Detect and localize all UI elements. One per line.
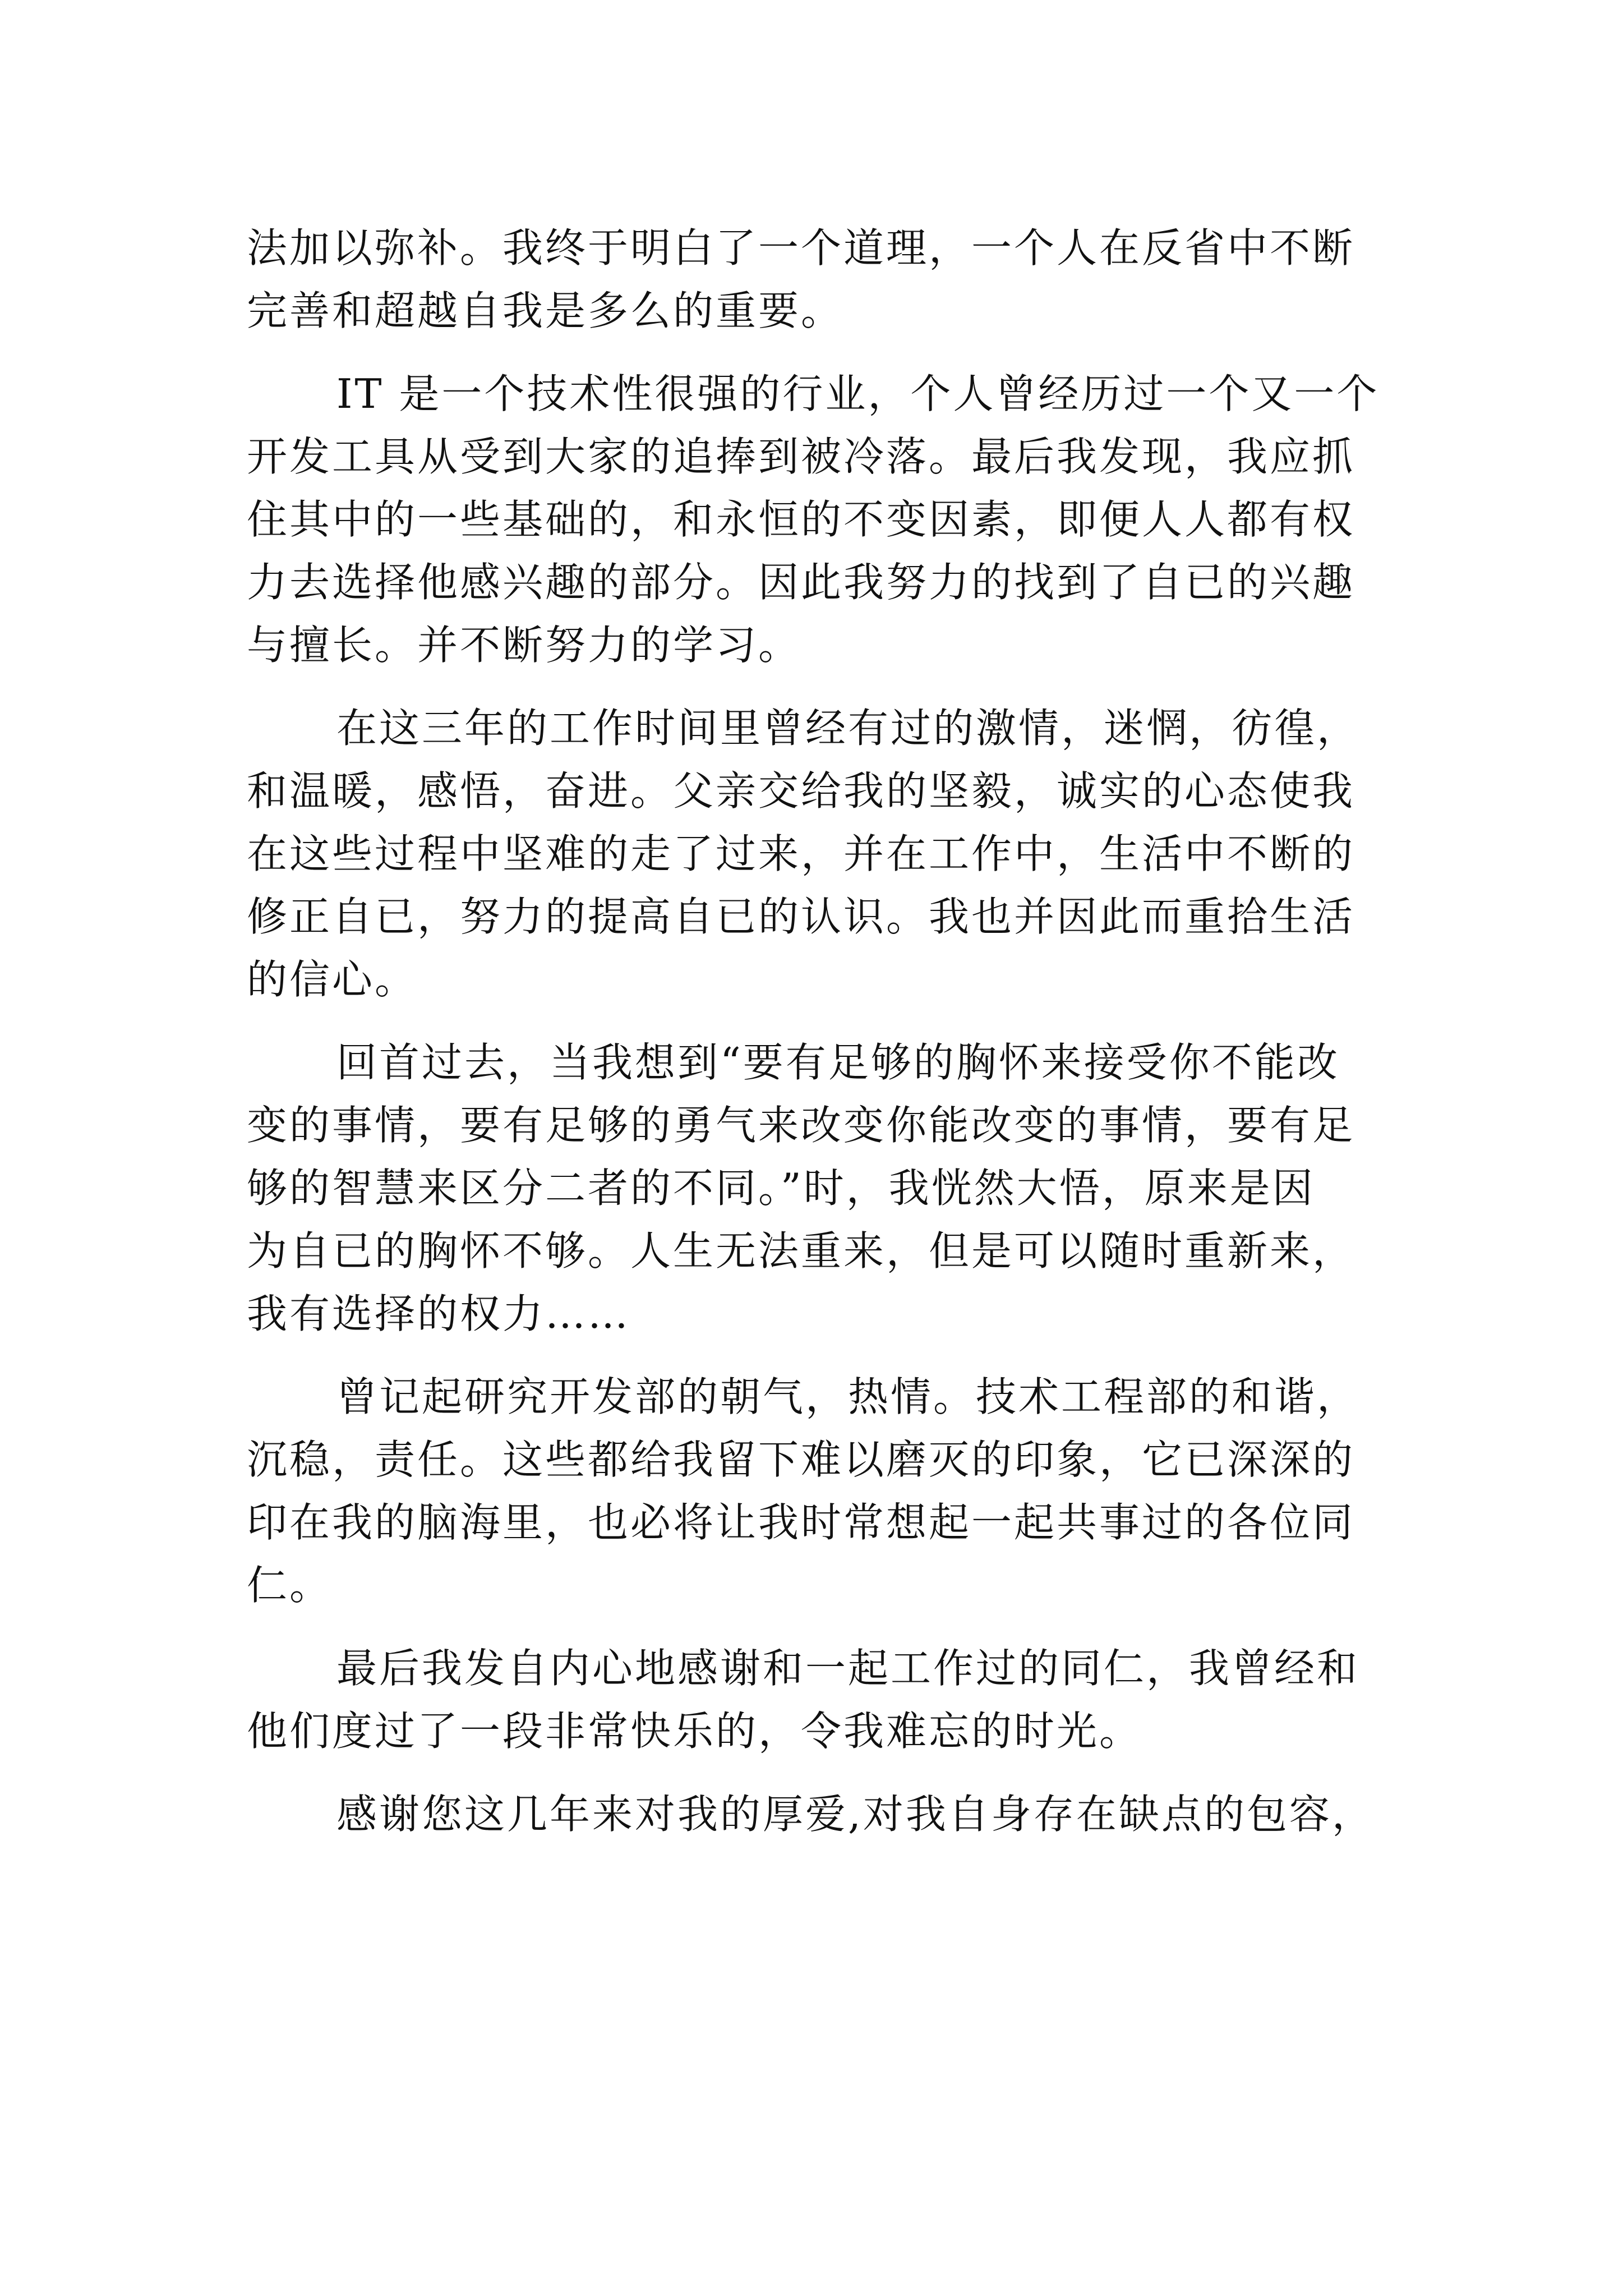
text-line: 力去选择他感兴趣的部分。因此我努力的找到了自已的兴趣 bbox=[247, 559, 1355, 606]
text-line: 法加以弥补。我终于明白了一个道理，一个人在反省中不断 bbox=[247, 224, 1355, 272]
text-line: 他们度过了一段非常快乐的，令我难忘的时光。 bbox=[247, 1708, 1142, 1755]
text-line: 沉稳，责任。这些都给我留下难以磨灭的印象，它已深深的 bbox=[247, 1436, 1355, 1483]
text-line: 仁。 bbox=[247, 1562, 333, 1609]
text-line: 和温暖，感悟，奋进。父亲交给我的坚毅，诚实的心态使我 bbox=[247, 767, 1355, 815]
text-line: 与擅长。并不断努力的学习。 bbox=[247, 622, 801, 669]
text-line: 最后我发自内心地感谢和一起工作过的同仁，我曾经和 bbox=[336, 1645, 1360, 1692]
text-line: 为自已的胸怀不够。人生无法重来，但是可以随时重新来， bbox=[247, 1227, 1355, 1274]
text-line: 在这三年的工作时间里曾经有过的激情，迷惘，彷徨， bbox=[336, 705, 1360, 752]
text-line: 在这些过程中坚难的走了过来，并在工作中，生活中不断的 bbox=[247, 830, 1355, 877]
text-line: 感谢您这几年来对我的厚爱,对我自身存在缺点的包容， bbox=[336, 1791, 1375, 1838]
text-line: 住其中的一些基础的，和永恒的不变因素，即便人人都有权 bbox=[247, 496, 1355, 543]
text-line: 的信心。 bbox=[247, 956, 418, 1003]
text-line: 够的智慧来区分二者的不同。”时，我恍然大悟，原来是因 bbox=[247, 1165, 1315, 1212]
text-line: 完善和超越自我是多么的重要。 bbox=[247, 287, 844, 334]
text-line: 印在我的脑海里，也必将让我时常想起一起共事过的各位同 bbox=[247, 1499, 1355, 1546]
text-line: 开发工具从受到大家的追捧到被冷落。最后我发现，我应抓 bbox=[247, 433, 1355, 480]
text-line: 回首过去，当我想到“要有足够的胸怀来接受你不能改 bbox=[336, 1039, 1340, 1086]
text-line: 变的事情，要有足够的勇气来改变你能改变的事情，要有足 bbox=[247, 1102, 1355, 1149]
text-line: IT 是一个技术性很强的行业，个人曾经历过一个又一个 bbox=[336, 370, 1380, 417]
text-line: 曾记起研究开发部的朝气，热情。技术工程部的和谐， bbox=[336, 1373, 1360, 1420]
text-line: 修正自已，努力的提高自已的认识。我也并因此而重拾生活 bbox=[247, 893, 1355, 940]
text-line: 我有选择的权力…… bbox=[247, 1290, 631, 1337]
